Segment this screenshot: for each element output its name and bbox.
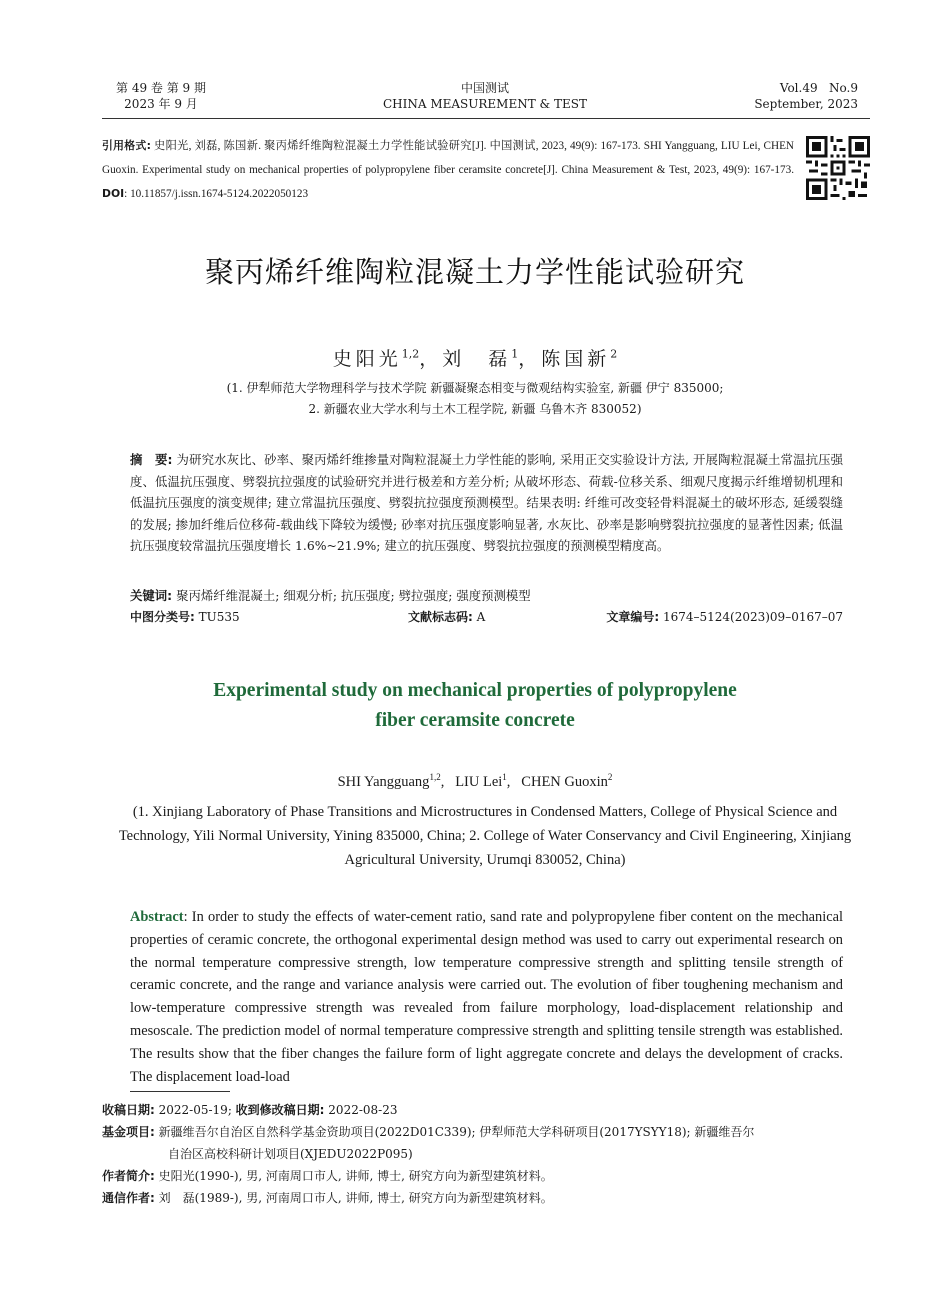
authors-zh [0,344,950,371]
received-label: 收稿日期: [102,1103,155,1117]
affiliation-line: (1. 伊犁师范大学物理科学与技术学院 新疆凝聚态相变与微观结构实验室, 新疆 伊宁 835000; [226,381,724,395]
document-code [408,608,485,626]
affiliations-zh [0,378,950,420]
author-affil-sup: 1 [502,772,507,782]
header-volume: 第 49 卷 第 9 期 [116,81,206,95]
funding [102,1121,872,1143]
keywords-text: 聚丙烯纤维混凝土; 细观分析; 抗压强度; 劈拉强度; 强度预测模型 [172,588,531,603]
clc-label: 中图分类号: [130,610,195,624]
footnote-divider [130,1091,230,1092]
revised-label: 收到修改稿日期: [235,1103,325,1117]
abstract-en-label: Abstract [130,909,184,925]
header-journal [335,80,635,112]
affiliations-en: (1. Xinjiang Laboratory of Phase Transitions and Microstructures in Condensed Matters, College of Physical Science and Technology, Yili Normal University, Yining 835000, China; 2. College of Water Conservancy and Civil Engineering, Xinjiang Agricultural University, Urumqi 830052, China) [118,804,852,868]
title-zh: 聚丙烯纤维陶粒混凝土力学性能试验研究 [204,255,745,289]
footnotes [102,1099,872,1209]
header-volume-issue [116,80,206,112]
author-separator: ， [518,348,542,370]
revised-text: 2022-08-23 [324,1103,398,1117]
abstract-en [130,906,843,1088]
header-date-zh: 2023 年 9 月 [124,97,198,111]
doi-label: DOI [102,187,125,200]
author-name: SHI Yangguang [337,773,430,790]
title-en-line: Experimental study on mechanical properties of polypropylene [213,680,737,701]
authors-en: SHI Yangguang$^{1,2}$, LIU Lei$^1$, CHEN Guoxin$^2$ [337,772,613,790]
author-name: CHEN Guoxin [521,773,608,790]
title-en [0,676,950,736]
abstract-zh-text: 为研究水灰比、砂率、聚丙烯纤维掺量对陶粒混凝土力学性能的影响, 采用正交实验设计方法, 开展陶粒混凝土常温抗压强度、低温抗压强度、劈裂抗拉强度的试验研究并进行极差和方差分析; 从破坏形态、荷载-位移关系、细观尺度揭示纤维增韧机理和低温抗压强度的演变规律; 建立常温抗压强度、劈裂抗拉强度预测模型。结果表明: 纤维可改变轻骨料混凝土的破坏形态, 延缓裂缝的发展; 掺加纤维后位移荷-载曲线下降较为缓慢; 砂率对抗压强度影响显著, 水灰比、砂率是影响劈裂抗拉强度的显著性因素; 低温抗压强度较常温抗压强度增长 1.6%~21.9%; 建立的抗压强度、劈裂抗拉强度的预测模型精度高。 [130,452,843,553]
title-en-line: fiber ceramsite concrete [375,710,575,731]
author-bio-text: 史阳光(1990-), 男, 河南周口市人, 讲师, 博士, 研究方向为新型建筑材料。 [154,1169,553,1183]
header-date-en: September, 2023 [754,97,858,111]
corr-text: 刘 磊(1989-), 男, 河南周口市人, 讲师, 博士, 研究方向为新型建筑材料。 [154,1191,553,1205]
abstract-en-text: : In order to study the effects of water-cement ratio, sand rate and polypropylene fiber content on the mechanical properties of ceramic concrete, the orthogonal experimental design method was used to carry out experimental research on the normal temperature compressive strength, low temperature compressive strength and splitting tensile strength of ceramic concrete, and the range and variance analysis were carried out. The evolution of fiber toughening mechanism and low-temperature compressive strength was revealed from failure morphology, load-displacement relationship and mesoscale. The prediction model of normal temperature compressive strength and splitting tensile strength was established. The results show that the fiber changes the failure form of light aggregate concrete and delays the development of cracks. The displacement load-load [130,909,843,1085]
header-volume-en [754,80,858,112]
author-affil-sup: 1,2 [401,347,420,361]
keywords-label: 关键词: [130,588,173,603]
funding-cont: 自治区高校科研计划项目(XJEDU2022P095) [168,1147,413,1161]
abstract-zh-label: 摘 要: [130,452,173,467]
author-name: 陈国新 [541,348,611,370]
author-affil-sup: 2 [610,347,618,361]
article-label: 文章编号: [606,610,660,624]
author-affil-sup: 2 [607,772,613,782]
author-bio-label: 作者简介: [102,1169,155,1183]
received-dates [102,1099,872,1121]
citation-label: 引用格式: [102,139,151,152]
author-bio [102,1165,872,1187]
author-name: LIU Lei [455,773,503,790]
affiliation-line: 2. 新疆农业大学水利与土木工程学院, 新疆 乌鲁木齐 830052) [308,402,642,416]
clc-value: TU535 [194,610,240,624]
header-vol-no: Vol.49 No.9 [779,81,858,95]
header-journal-en: CHINA MEASUREMENT & TEST [382,97,588,111]
author-separator: ， [419,348,443,370]
author-name: 刘 磊 [442,348,512,370]
header-divider [102,118,870,119]
header-journal-zh: 中国测试 [460,81,509,95]
doc-label: 文献标志码: [408,610,473,624]
corr-label: 通信作者: [102,1191,155,1205]
clc-number [130,608,240,626]
article-value: 1674–5124(2023)09–0167–07 [659,610,843,624]
fund-text: 新疆维吾尔自治区自然科学基金资助项目(2022D01C339); 伊犁师范大学科研项目(2017YSYY18); 新疆维吾尔 [154,1125,755,1139]
citation-text: 史阳光, 刘磊, 陈国新. 聚丙烯纤维陶粒混凝土力学性能试验研究[J]. 中国测试, 2023, 49(9): 167-173. SHI Yangguang, LIU Lei, CHEN Guoxin. Experimental study on mechanical properties of polypropylene fiber ceramsite concrete[J]. China Measurement & Test, 2023, 49(9): 167-173. [102,140,794,176]
corresponding-author [102,1187,872,1209]
author-affil-sup: 1,2 [429,772,441,782]
qr-code-icon[interactable] [806,136,870,200]
received-text: 2022-05-19; [154,1103,236,1117]
abstract-zh [130,449,843,557]
author-name: 史阳光 [332,348,402,370]
doc-value: A [472,610,486,624]
keywords-zh [130,587,843,605]
doi-text: : 10.11857/j.issn.1674-5124.2022050123 [124,188,309,200]
fund-label: 基金项目: [102,1125,155,1139]
author-affil-sup: 1 [511,347,519,361]
citation-block [102,134,794,206]
article-number [606,608,843,626]
